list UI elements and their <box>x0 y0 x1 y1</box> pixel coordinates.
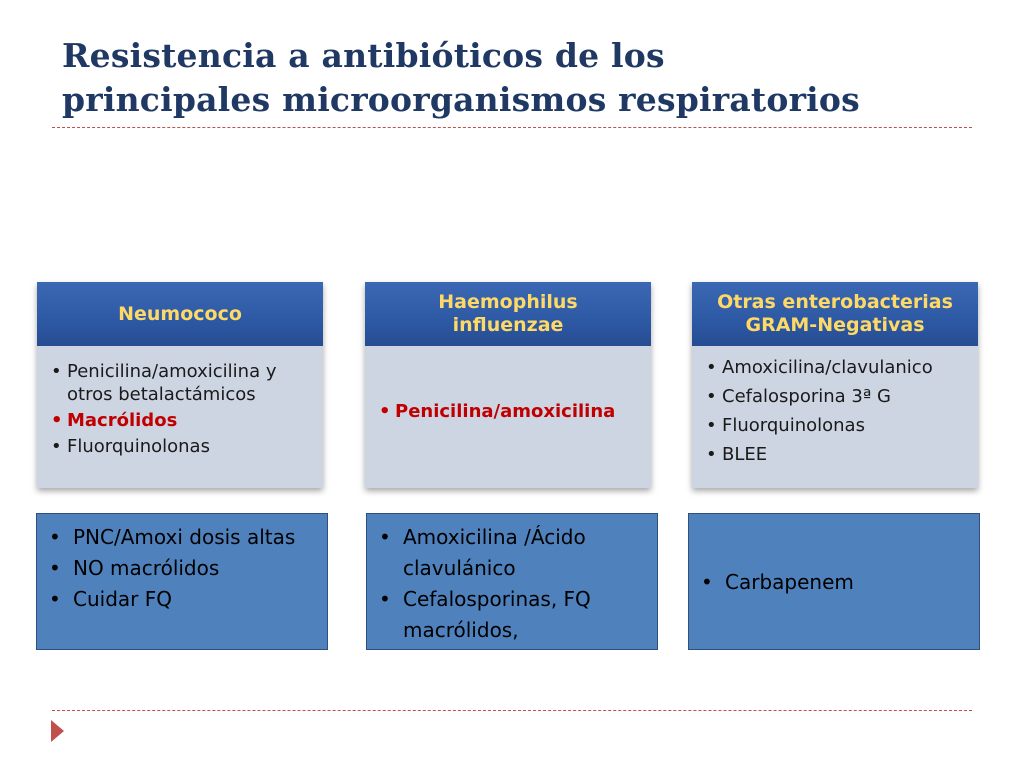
card-header-label: Neumococo <box>118 302 242 325</box>
card-header <box>365 282 651 346</box>
card-header-line-2: influenzae <box>452 314 564 336</box>
list-item: • BLEE <box>700 443 970 466</box>
note-item: • Amoxicilina /Ácido clavulánico <box>367 522 645 584</box>
card-header-line-1: Haemophilus <box>438 291 578 313</box>
card-header <box>37 282 323 346</box>
note-item: • Cuidar FQ <box>37 584 315 615</box>
note-item: • PNC/Amoxi dosis altas <box>37 522 315 553</box>
slide-title <box>62 34 1002 122</box>
list-item-highlight: • Macrólidos <box>45 409 315 432</box>
note-item: • NO macrólidos <box>37 553 315 584</box>
note-list <box>367 522 645 646</box>
resistance-list <box>45 360 315 461</box>
resistance-list <box>373 400 643 429</box>
note-item: • Carbapenem <box>689 567 967 598</box>
note-box-enterobacterias <box>688 513 980 650</box>
card-body <box>692 346 978 488</box>
card-haemophilus <box>365 282 651 488</box>
note-list <box>37 522 315 615</box>
note-box-haemophilus <box>366 513 658 650</box>
list-item: • Fluorquinolonas <box>45 435 315 458</box>
slide-title-line-1: Resistencia a antibióticos de los <box>62 36 665 75</box>
list-item: • Penicilina/amoxicilina y otros betalactámicos <box>45 360 315 406</box>
list-item: • Cefalosporina 3ª G <box>700 385 970 408</box>
footer-divider <box>52 710 972 711</box>
slide-title-line-2: principales microorganismos respiratorios <box>62 80 860 119</box>
note-item: • Cefalosporinas, FQ macrólidos, <box>367 584 645 646</box>
card-body <box>365 346 651 488</box>
list-item-highlight: • Penicilina/amoxicilina <box>373 400 643 423</box>
list-item: • Fluorquinolonas <box>700 414 970 437</box>
card-header <box>692 282 978 346</box>
card-header-line-2: GRAM-Negativas <box>745 314 925 336</box>
card-enterobacterias <box>692 282 978 488</box>
note-list <box>689 567 967 598</box>
note-box-neumococo <box>36 513 328 650</box>
card-neumococo <box>37 282 323 488</box>
card-header-line-1: Otras enterobacterias <box>717 291 953 313</box>
triangle-right-icon <box>51 720 64 742</box>
card-body <box>37 346 323 488</box>
resistance-list <box>700 356 970 472</box>
list-item: • Amoxicilina/clavulanico <box>700 356 970 379</box>
title-divider <box>52 127 972 128</box>
